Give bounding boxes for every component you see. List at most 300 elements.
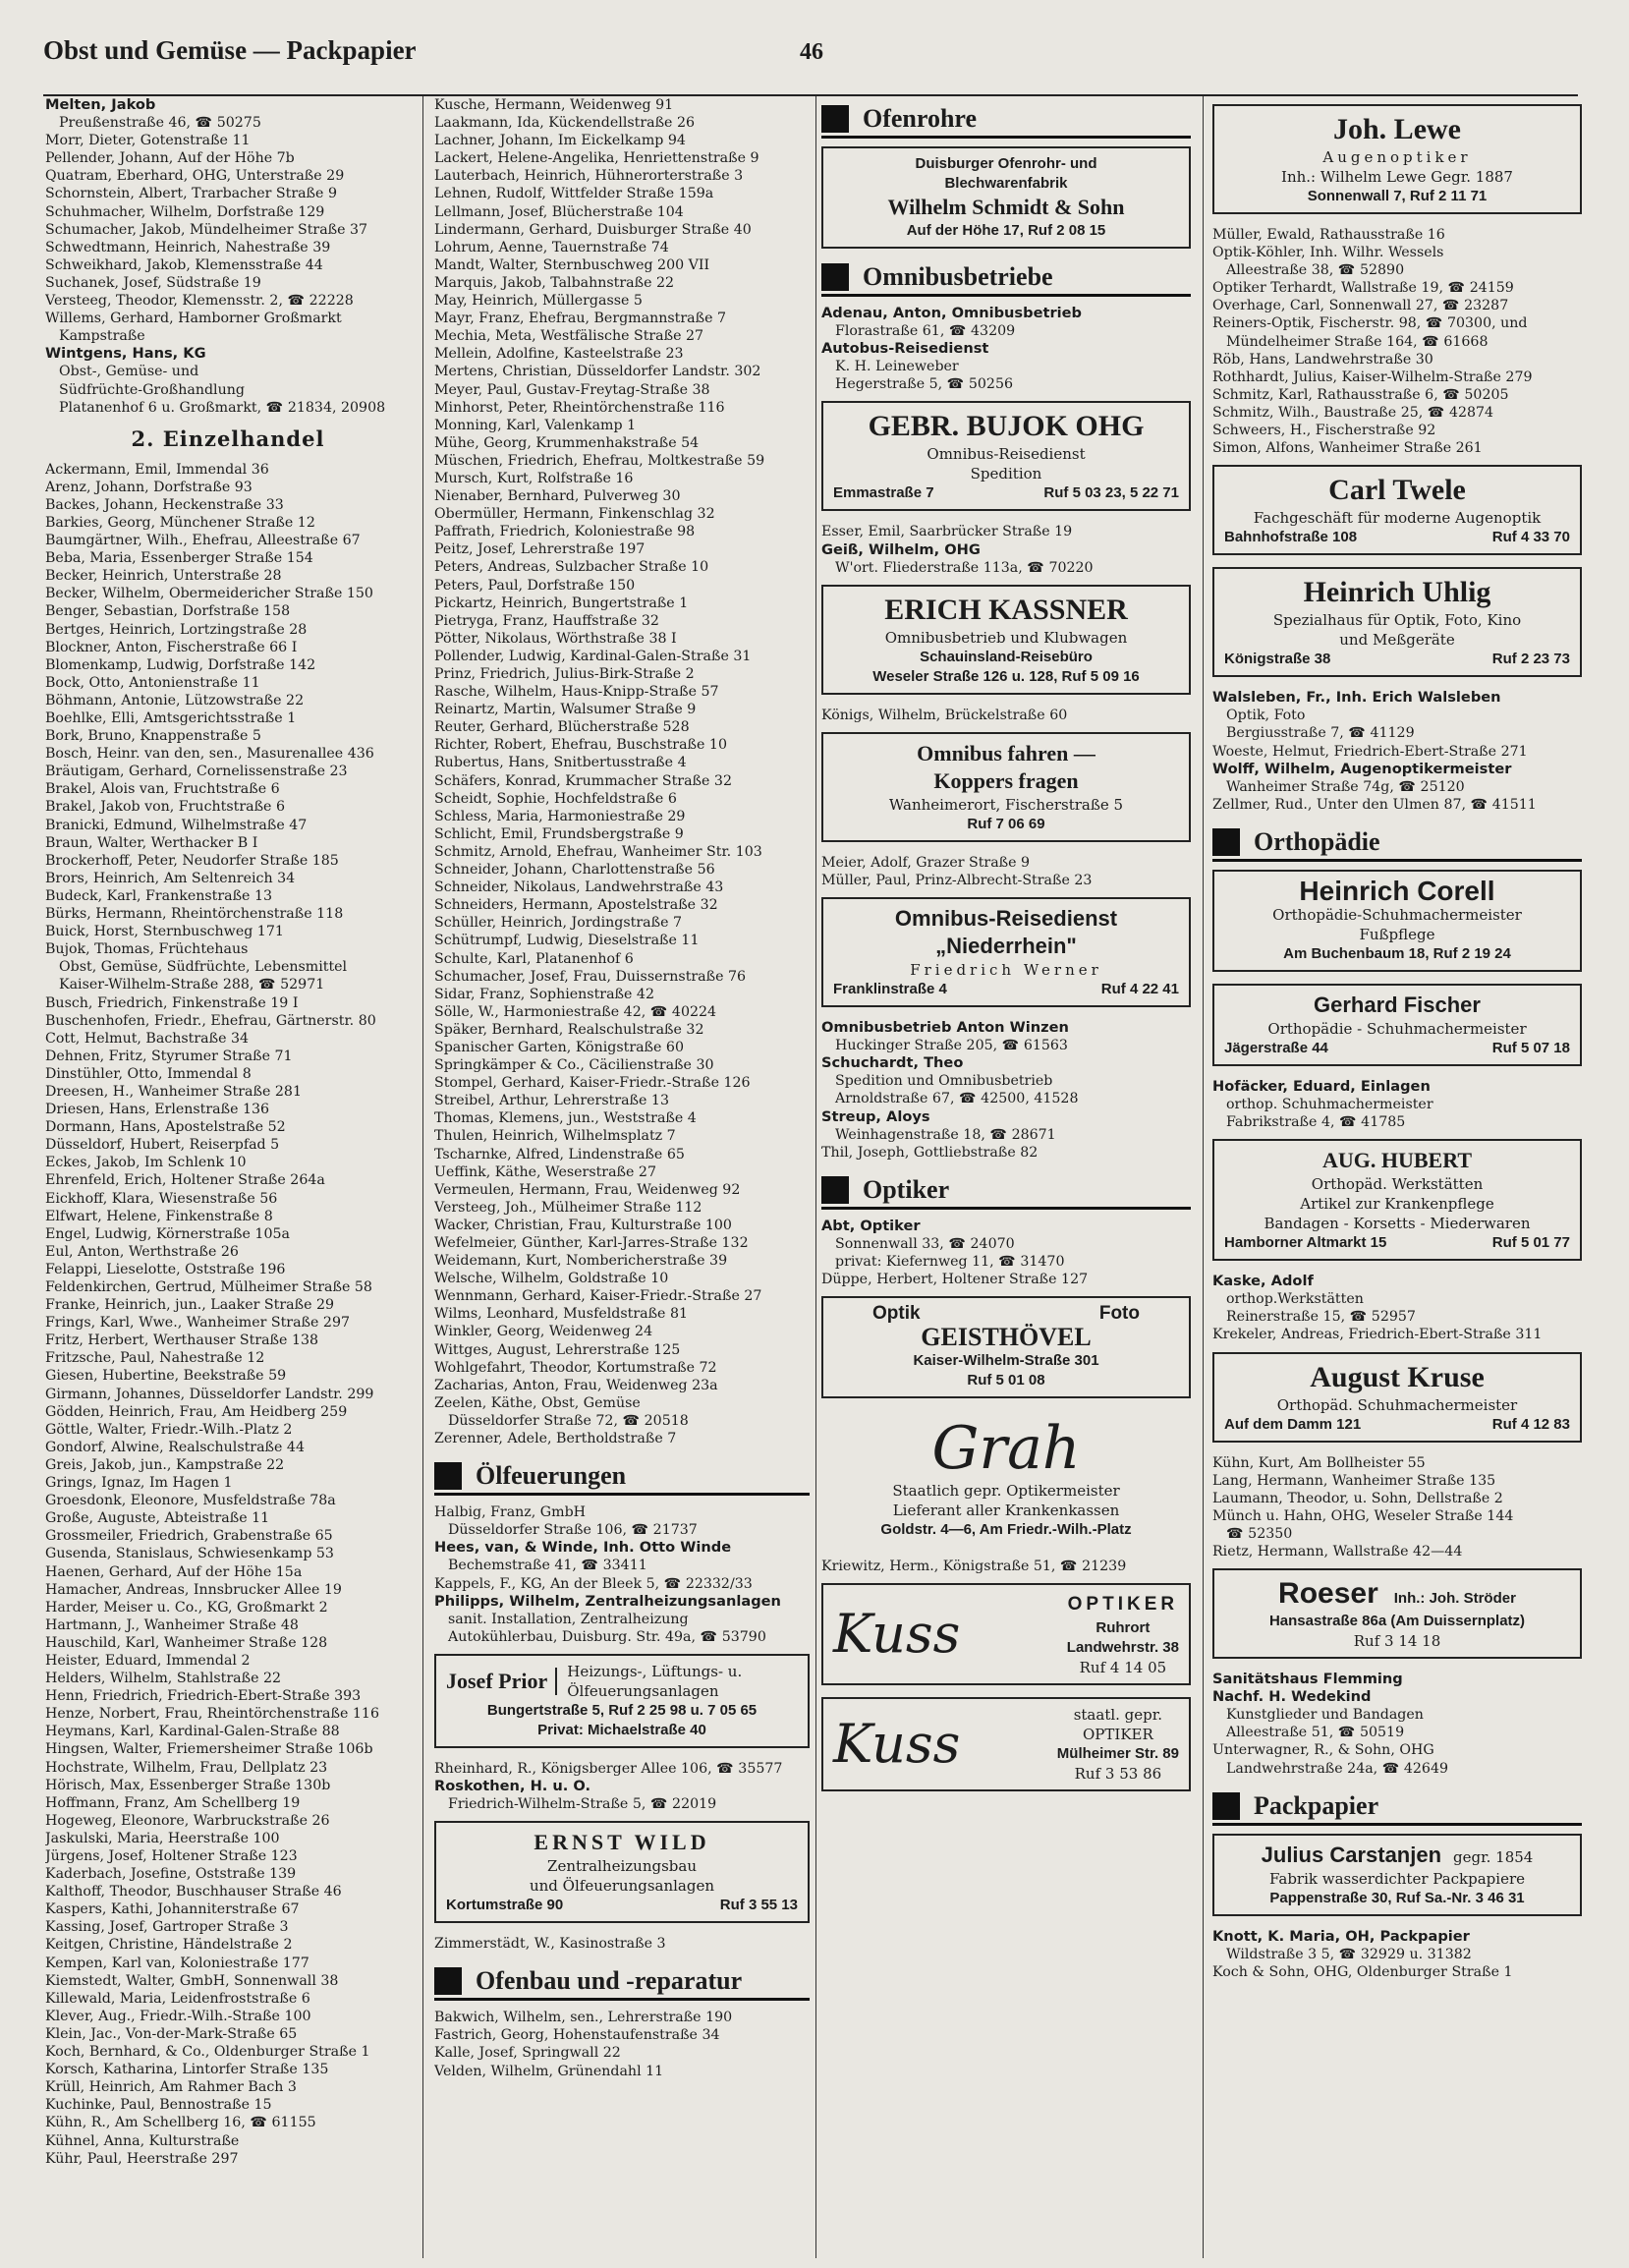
list-item: Schmitz, Wilh., Baustraße 25, ☎ 42874 [1212,404,1494,421]
list-item: Mertens, Christian, Düsseldorfer Landstr. 302 [434,364,761,380]
list-item: Thomas, Klemens, jun., Weststraße 4 [434,1110,697,1127]
list-item: Obermüller, Hermann, Finkenschlag 32 [434,506,715,523]
ad-august-kruse [1212,1352,1582,1443]
list-item: Barkies, Georg, Münchener Straße 12 [45,514,315,531]
list-item: Düppe, Herbert, Holtener Straße 127 [821,1272,1089,1288]
ad-address: Wanheimerort, Fischerstraße 5 [888,795,1124,814]
ad-address: Auf der Höhe 17, Ruf 2 08 15 [906,222,1106,239]
list-item: Fritzsche, Paul, Nahestraße 12 [45,1350,265,1367]
list-item: Kunstglieder und Bandagen [1226,1707,1424,1724]
section-marker [434,1462,462,1490]
section-marker [1212,1792,1240,1820]
ad-address: Hansastraße 86a (Am Duissernplatz) [1268,1613,1526,1630]
page-header [43,28,1596,73]
ad-address: Sonnenwall 7, Ruf 2 11 71 [1307,188,1488,204]
list-item: Becker, Heinrich, Unterstraße 28 [45,568,282,585]
list-item: Hartmann, J., Wanheimer Straße 48 [45,1616,299,1633]
list-item: Gusenda, Stanislaus, Schwiesenkamp 53 [45,1546,334,1562]
ortho-list-3 [1212,1454,1582,1561]
list-item: Hegerstraße 5, ☎ 50256 [835,376,1013,393]
ad-address: Am Buchenbaum 18, Ruf 2 19 24 [1283,944,1511,962]
retail-list-continued [434,96,810,1447]
list-item: Knott, K. Maria, OH, Packpapier [1212,1927,1470,1945]
ad-name: Josef Prior [446,1668,557,1695]
list-item: Meier, Adolf, Grazer Straße 9 [821,854,1031,871]
ad-line: Inh.: Wilhelm Lewe Gegr. 1887 [1281,168,1513,186]
ad-address: Pappenstraße 30, Ruf Sa.-Nr. 3 46 31 [1269,1889,1525,1906]
list-item: Quatram, Eberhard, OHG, Unterstraße 29 [45,168,345,185]
list-item: Roskothen, H. u. O. [434,1777,591,1794]
list-item: Optiker Terhardt, Wallstraße 19, ☎ 24159 [1212,280,1514,297]
ad-phone: Ruf 5 03 23, 5 22 71 [1043,484,1179,502]
list-item: Benger, Sebastian, Dorfstraße 158 [45,603,291,620]
list-item: Mühe, Georg, Krummenhakstraße 54 [434,434,700,451]
list-item: Stompel, Gerhard, Kaiser-Friedr.-Straße 126 [434,1075,751,1092]
list-item: sanit. Installation, Zentralheizung [448,1611,689,1627]
list-item: Böhmann, Antonie, Lützowstraße 22 [45,692,305,709]
ad-name: August Kruse [1310,1360,1485,1393]
list-item: Klever, Aug., Friedr.-Wilh.-Straße 100 [45,2008,311,2024]
list-item: Rietz, Hermann, Wallstraße 42—44 [1212,1544,1463,1559]
ad-ernst-wild [434,1821,810,1923]
grah-logo: Grah [931,1414,1081,1484]
list-item: Bujok, Thomas, Früchtehaus [45,941,249,958]
ad-line: und Meßgeräte [1339,631,1455,650]
list-item: Pickartz, Heinrich, Bungertstraße 1 [434,595,689,611]
list-item: Müller, Paul, Prinz-Albrecht-Straße 23 [821,872,1093,888]
list-item: Schlicht, Emil, Frundsbergstraße 9 [434,825,684,842]
ad-address: Jägerstraße 44 [1224,1039,1328,1056]
list-item: Franke, Heinrich, jun., Laaker Straße 29 [45,1297,335,1314]
ad-address: Bungertstraße 5, Ruf 2 25 98 u. 7 05 65 [486,1701,758,1719]
ad-name: AUG. HUBERT [1321,1148,1473,1173]
ad-line: Orthopäd. Schuhmachermeister [1276,1395,1518,1414]
ad-name: Joh. Lewe [1333,113,1461,145]
ad-phone: Ruf 3 53 86 [1074,1765,1162,1784]
wholesale-list [45,96,411,417]
list-item: Hoffmann, Franz, Am Schellberg 19 [45,1794,301,1811]
list-item: Baumgärtner, Wilh., Ehefrau, Alleestraße 67 [45,533,361,549]
list-item: Schumacher, Josef, Frau, Duissernstraße 76 [434,968,747,985]
list-item: Braun, Walter, Werthacker B I [45,834,258,851]
list-item: Zeelen, Käthe, Obst, Gemüse [434,1394,641,1411]
list-item: Omnibusbetrieb Anton Winzen [821,1019,1069,1037]
list-item: Kaderbach, Josefine, Oststraße 139 [45,1866,297,1883]
list-item: Buschenhofen, Friedr., Ehefrau, Gärtnerstr. 80 [45,1012,376,1029]
page-number: 46 [800,39,823,65]
ad-address: Kaiser-Wilhelm-Straße 301 [913,1352,1099,1370]
ad-name: Heinrich Uhlig [1303,576,1491,609]
section-title: Ölfeuerungen [476,1461,627,1491]
list-item: Vermeulen, Hermann, Frau, Weidenweg 92 [434,1181,741,1198]
list-item: Versteeg, Theodor, Klemensstr. 2, ☎ 22228 [45,293,354,310]
list-item: Scheidt, Sophie, Hochfeldstraße 6 [434,790,677,807]
list-item: Südfrüchte-Großhandlung [59,381,245,398]
list-item: Schweers, H., Fischerstraße 92 [1212,423,1436,439]
list-item: Mursch, Kurt, Rolfstraße 16 [434,470,634,486]
list-item: Eul, Anton, Werthstraße 26 [45,1243,239,1260]
ad-line: Fachgeschäft für moderne Augenoptik [1253,509,1542,528]
section-omnibusbetriebe [821,262,1191,297]
list-item: Giesen, Hubertine, Beekstraße 59 [45,1368,287,1385]
ad-phone: Ruf 4 33 70 [1491,529,1570,546]
ad-koppers [821,732,1191,842]
list-item: Bechemstraße 41, ☎ 33411 [448,1558,647,1574]
list-item: Bergiusstraße 7, ☎ 41129 [1226,725,1415,742]
list-item: Mellein, Adolfine, Kasteelstraße 23 [434,346,684,363]
list-item: Düsseldorf, Hubert, Reiserpfad 5 [45,1137,280,1154]
ad-line: Spedition [970,465,1042,483]
ad-heinrich-uhlig [1212,567,1582,677]
ad-name: Roeser [1278,1577,1378,1611]
ad-line: Schauinsland-Reisebüro [920,648,1093,665]
list-item: ☎ 52350 [1226,1525,1293,1542]
list-item: Spedition und Omnibusbetrieb [835,1073,1053,1090]
list-item: Lindermann, Gerhard, Duisburger Straße 40 [434,221,752,238]
ad-line: Staatlich gepr. Optikermeister [892,1482,1120,1501]
list-item: Hochstrate, Wilhelm, Frau, Dellplatz 23 [45,1759,328,1776]
list-item: Philipps, Wilhelm, Zentralheizungsanlagen [434,1592,781,1610]
oel-list-2 [434,1760,810,1813]
list-item: Fabrikstraße 4, ☎ 41785 [1226,1114,1406,1131]
list-item: Harder, Meiser u. Co., KG, Großmarkt 2 [45,1599,328,1616]
section-oelfeuerungen [434,1461,810,1496]
list-item: Mandt, Walter, Sternbuschweg 200 VII [434,256,710,273]
list-item: Müschen, Friedrich, Ehefrau, Moltkestraße 59 [434,452,765,469]
list-item: Schütrumpf, Ludwig, Dieselstraße 11 [434,933,700,949]
section-packpapier [1212,1791,1582,1826]
ortho-list-2 [1212,1273,1582,1343]
ad-phone: Ruf 4 12 83 [1491,1415,1570,1433]
running-title: Obst und Gemüse — Packpapier [43,35,417,65]
ad-name: GEBR. BUJOK OHG [868,410,1145,443]
ad-phone: Ruf 2 23 73 [1491,651,1570,668]
list-item: Hogeweg, Eleonore, Warbruckstraße 26 [45,1812,330,1829]
ad-name: Koppers fragen [933,767,1079,793]
list-item: Schuchardt, Theo [821,1054,964,1072]
ad-phone: Ruf 5 07 18 [1491,1039,1570,1056]
list-item: Schäfers, Konrad, Krummacher Straße 32 [434,772,732,789]
list-item: Huckinger Straße 205, ☎ 61563 [835,1038,1068,1054]
section-optiker [821,1175,1191,1210]
ad-name: ERNST WILD [534,1830,710,1855]
list-item: Schuhmacher, Wilhelm, Dorfstraße 129 [45,203,325,220]
list-item: Arenz, Johann, Dorfstraße 93 [45,479,253,495]
list-item: Mündelheimer Straße 164, ☎ 61668 [1226,333,1489,350]
list-item: Weidemann, Kurt, Nombericherstraße 39 [434,1253,728,1270]
list-item: Branicki, Edmund, Wilhelmstraße 47 [45,817,308,833]
list-item: Overhage, Carl, Sonnenwall 27, ☎ 23287 [1212,298,1509,314]
list-item: Henze, Norbert, Frau, Rheintörchenstraße 116 [45,1706,379,1723]
ad-address: Königstraße 38 [1224,651,1331,668]
list-item: Monning, Karl, Valenkamp 1 [434,417,637,433]
section-title: Packpapier [1254,1790,1379,1820]
list-item: Heymans, Karl, Kardinal-Galen-Straße 88 [45,1724,340,1740]
list-item: Bork, Bruno, Knappenstraße 5 [45,728,261,745]
list-item: Engel, Ludwig, Körnerstraße 105a [45,1225,290,1242]
list-item: Düsseldorfer Straße 106, ☎ 21737 [448,1522,698,1539]
list-item: Elfwart, Helene, Finkenstraße 8 [45,1208,273,1224]
list-item: Dinstühler, Otto, Immendal 8 [45,1065,252,1082]
ad-phone: Ruf 4 14 05 [1079,1659,1167,1677]
optiker-list-2 [1212,226,1582,457]
list-item: Fastrich, Georg, Hohenstaufenstraße 34 [434,2027,720,2044]
list-item: Brockerhoff, Peter, Neudorfer Straße 185 [45,852,339,869]
list-item: Nachf. H. Wedekind [1212,1688,1372,1706]
list-item: Bertges, Heinrich, Lortzingstraße 28 [45,621,308,638]
ad-kuss-muelheimer [821,1697,1191,1791]
column-4 [1212,96,1582,2258]
ad-address: Landwehrstr. 38 [1066,1639,1179,1657]
ad-line: Bandagen - Korsetts - Miederwaren [1264,1215,1531,1233]
section-marker [1212,828,1240,856]
list-item: Wintgens, Hans, KG [45,345,206,363]
list-item: Reiners-Optik, Fischerstr. 98, ☎ 70300, und [1212,315,1528,332]
list-item: Wacker, Christian, Frau, Kulturstraße 100 [434,1217,732,1233]
list-item: Münch u. Hahn, OHG, Weseler Straße 144 [1212,1507,1514,1524]
list-item: Bock, Otto, Antonienstraße 11 [45,674,260,691]
section-title: Optiker [863,1174,950,1204]
list-item: Keitgen, Christine, Händelstraße 2 [45,1937,293,1954]
list-item: Kühr, Paul, Heerstraße 297 [45,2150,239,2167]
list-item: Tscharnke, Alfred, Lindenstraße 65 [434,1146,685,1162]
list-item: Kaiser-Wilhelm-Straße 288, ☎ 52971 [59,977,325,993]
list-item: Sonnenwall 33, ☎ 24070 [835,1235,1015,1252]
list-item: Kühn, Kurt, Am Bollheister 55 [1212,1454,1426,1471]
ad-name: GEISTHÖVEL [921,1323,1092,1352]
list-item: Schless, Maria, Harmoniestraße 29 [434,808,686,824]
list-item: Marquis, Jakob, Talbahnstraße 22 [434,274,675,291]
ad-line: Spezialhaus für Optik, Foto, Kino [1272,611,1522,630]
list-item: Reuter, Gerhard, Blücherstraße 528 [434,719,690,736]
ad-line: staatl. gepr. [1073,1706,1163,1725]
list-item: Mechia, Meta, Westfälische Straße 27 [434,328,704,345]
subheading-einzelhandel: 2. Einzelhandel [131,425,325,451]
section-marker [434,1967,462,1995]
list-item: Große, Auguste, Abteistraße 11 [45,1510,270,1527]
ad-roeser [1212,1568,1582,1659]
list-item: Minhorst, Peter, Rheintörchenstraße 116 [434,399,725,416]
ad-heinrich-corell [1212,870,1582,972]
list-item: Kusche, Hermann, Weidenweg 91 [434,97,674,113]
column-3 [821,96,1191,2258]
list-item: Sidar, Franz, Sophienstraße 42 [434,986,654,1002]
list-item: Bakwich, Wilhelm, sen., Lehrerstraße 190 [434,2010,733,2026]
ad-line: Zentralheizungsbau [547,1857,697,1876]
ad-line: Duisburger Ofenrohr- und [915,155,1097,172]
retail-list [45,461,411,2168]
list-item: Hees, van, & Winde, Inh. Otto Winde [434,1539,732,1557]
ad-line: Orthopädie-Schuhmachermeister [1272,905,1522,924]
list-item: Wefelmeier, Günther, Karl-Jarres-Straße 132 [434,1235,749,1251]
list-item: Rheinhard, R., Königsberger Allee 106, ☎ 35577 [434,1760,783,1777]
list-item: Halbig, Franz, GmbH [434,1504,587,1521]
list-item: Laakmann, Ida, Kückendellstraße 26 [434,115,696,132]
optiker-list-3 [1212,689,1582,814]
ad-line: Omnibus-Reisedienst [927,445,1086,464]
list-item: Greis, Jakob, jun., Kampstraße 22 [45,1456,285,1473]
list-item: Richter, Robert, Ehefrau, Buschstraße 10 [434,737,727,754]
ad-address: Kortumstraße 90 [446,1897,564,1914]
list-item: Schüller, Heinrich, Jordingstraße 7 [434,915,682,932]
list-item: Lauterbach, Heinrich, Hühnerorterstraße 3 [434,168,744,185]
section-title: Omnibusbetriebe [863,262,1053,291]
list-item: Ueffink, Käthe, Weserstraße 27 [434,1163,656,1180]
ad-line: OPTIKER [1067,1594,1179,1616]
list-item: Zimmerstädt, W., Kasinostraße 3 [434,1936,666,1953]
list-item: Driesen, Hans, Erlenstraße 136 [45,1102,270,1118]
list-item: Arnoldstraße 67, ☎ 42500, 41528 [835,1091,1079,1107]
ad-bujok [821,401,1191,511]
ad-phone: Ruf 7 06 69 [967,815,1045,832]
ad-line: Optik [872,1303,921,1325]
list-item: Späker, Bernhard, Realschulstraße 32 [434,1021,704,1038]
list-item: Meyer, Paul, Gustav-Freytag-Straße 38 [434,381,710,398]
list-item: Dehnen, Fritz, Styrumer Straße 71 [45,1048,293,1064]
list-item: Schweikhard, Jakob, Klemensstraße 44 [45,256,323,273]
list-item: Lellmann, Josef, Blücherstraße 104 [434,203,684,220]
list-item: Backes, Johann, Heckenstraße 33 [45,496,284,513]
ad-kuss-ruhrort [821,1583,1191,1685]
list-item: Wittges, August, Lehrerstraße 125 [434,1341,681,1358]
list-item: Brors, Heinrich, Am Seltenreich 34 [45,870,296,886]
list-item: K. H. Leineweber [835,359,959,375]
ad-name: Heinrich Corell [1299,875,1495,906]
list-item: Versteeg, Joh., Mülheimer Straße 112 [434,1199,702,1216]
list-item: Killewald, Maria, Leidenfroststraße 6 [45,1990,310,2007]
list-item: Grossmeiler, Friedrich, Grabenstraße 65 [45,1528,333,1545]
list-item: Korsch, Katharina, Lintorfer Straße 135 [45,2062,329,2078]
list-item: Sölle, W., Harmoniestraße 42, ☎ 40224 [434,1003,717,1020]
list-item: Brakel, Jakob von, Fruchtstraße 6 [45,799,285,816]
ad-address: Franklinstraße 4 [833,981,947,998]
list-item: Hingsen, Walter, Friemersheimer Straße 106b [45,1741,373,1758]
list-item: Walsleben, Fr., Inh. Erich Walsleben [1212,689,1501,707]
ad-address: Bahnhofstraße 108 [1224,529,1358,546]
section-marker [821,105,849,133]
list-item: Weinhagenstraße 18, ☎ 28671 [835,1126,1056,1143]
list-item: Laumann, Theodor, u. Sohn, Dellstraße 2 [1212,1490,1503,1506]
list-item: Esser, Emil, Saarbrücker Straße 19 [821,524,1073,540]
ad-phone: Ruf 3 14 18 [1353,1632,1441,1651]
list-item: Prinz, Friedrich, Julius-Birk-Straße 2 [434,666,695,682]
list-item: Mayr, Franz, Ehefrau, Bergmannstraße 7 [434,311,727,327]
list-item: Pietryga, Franz, Hauffstraße 32 [434,612,659,629]
section-marker [821,263,849,291]
list-item: Wolff, Wilhelm, Augenoptikermeister [1212,760,1512,777]
column-divider [815,96,816,2258]
list-item: Jaskulski, Maria, Heerstraße 100 [45,1830,280,1846]
list-item: Schneider, Nikolaus, Landwehrstraße 43 [434,879,724,896]
list-item: Krekeler, Andreas, Friedrich-Ebert-Straße 311 [1212,1327,1543,1343]
list-item: Düsseldorfer Straße 72, ☎ 20518 [448,1412,689,1429]
list-item: Feldenkirchen, Gertrud, Mülheimer Straße 58 [45,1279,372,1295]
ad-line: Orthopädie - Schuhmachermeister [1267,1019,1527,1038]
list-item: Kalthoff, Theodor, Buschhauser Straße 46 [45,1884,342,1900]
list-item: Kühn, R., Am Schellberg 16, ☎ 61155 [45,2115,316,2131]
list-item: Dreesen, H., Wanheimer Straße 281 [45,1083,302,1100]
list-item: Kühnel, Anna, Kulturstraße [45,2132,240,2149]
ad-line: Ruhrort [1095,1619,1151,1637]
ad-line: Foto [1098,1303,1140,1325]
oel-list [434,1503,810,1646]
list-item: Optik, Foto [1226,708,1306,724]
list-item: Nienaber, Bernhard, Pulverweg 30 [434,488,681,505]
omni-list-3 [821,854,1191,889]
list-item: Ackermann, Emil, Immendal 36 [45,461,269,478]
list-item: Haenen, Gerhard, Auf der Höhe 15a [45,1563,303,1580]
list-item: Platanenhof 6 u. Großmarkt, ☎ 21834, 20908 [59,399,386,416]
list-item: Kappels, F., KG, An der Bleek 5, ☎ 22332/33 [434,1575,753,1592]
list-item: Paffrath, Friedrich, Koloniestraße 98 [434,524,696,540]
list-item: Buick, Horst, Sternbuschweg 171 [45,924,284,940]
list-item: Schulte, Karl, Platanenhof 6 [434,950,634,967]
list-item: Melten, Jakob [45,96,156,113]
ad-phone: Ruf 4 22 41 [1100,981,1179,998]
ad-line: Fußpflege [1359,925,1435,943]
list-item: Beba, Maria, Essenberger Straße 154 [45,550,313,567]
ad-julius-carstanjen [1212,1834,1582,1916]
list-item: Zerenner, Adele, Bertholdstraße 7 [434,1431,677,1447]
ad-phone: Ruf 5 01 77 [1491,1234,1570,1252]
ortho-list [1212,1078,1582,1131]
list-item: Königs, Wilhelm, Brückelstraße 60 [821,707,1068,723]
ad-line: Omnibusbetrieb und Klubwagen [884,628,1128,647]
ad-line: Blechwarenfabrik [944,175,1068,192]
list-item: Wennmann, Gerhard, Kaiser-Friedr.-Straße 27 [434,1288,762,1305]
list-item: Lohrum, Aenne, Tauernstraße 74 [434,239,669,255]
ad-line: OPTIKER [1083,1726,1153,1744]
ad-line: Artikel zur Krankenpflege [1300,1195,1494,1214]
section-ofenrohre [821,104,1191,139]
ad-geisthoevel [821,1296,1191,1398]
list-item: Girmann, Johannes, Düsseldorfer Landstr. 299 [45,1386,374,1402]
list-item: Bürks, Hermann, Rheintörchenstraße 118 [45,906,344,923]
list-item: Kaspers, Kathi, Johanniterstraße 67 [45,1901,300,1918]
ad-carl-twele [1212,465,1582,555]
list-item: Morr, Dieter, Gotenstraße 11 [45,133,251,149]
ad-name: Omnibus-Reisedienst [894,906,1118,932]
ad-name: Carl Twele [1328,474,1466,507]
omni-list-2 [821,523,1191,576]
ad-private: Privat: Michaelstraße 40 [537,1721,706,1738]
ad-line: Heizungs-, Lüftungs- u. [567,1662,743,1680]
list-item: Krüll, Heinrich, Am Rahmer Bach 3 [45,2079,297,2096]
list-item: Helders, Wilhelm, Stahlstraße 22 [45,1671,282,1687]
list-item: Zacharias, Anton, Frau, Weidenweg 23a [434,1377,718,1393]
list-item: Wanheimer Straße 74g, ☎ 25120 [1226,778,1465,795]
list-item: Kriewitz, Herm., Königstraße 51, ☎ 21239 [821,1559,1127,1575]
ad-line: Augenoptiker [1322,148,1472,166]
list-item: Bosch, Heinr. van den, sen., Masurenallee 436 [45,746,374,763]
list-item: Schornstein, Albert, Trarbacher Straße 9 [45,186,337,202]
list-item: Schumacher, Jakob, Mündelheimer Straße 37 [45,221,368,238]
ad-line: Ölfeuerungsanlagen [567,1681,719,1700]
list-item: Jürgens, Josef, Holtener Straße 123 [45,1848,298,1864]
list-item: privat: Kiefernweg 11, ☎ 31470 [835,1253,1065,1270]
list-item: Preußenstraße 46, ☎ 50275 [59,115,261,132]
ad-name: Omnibus fahren — [917,740,1095,765]
kuss-logo: Kuss [833,1603,961,1666]
list-item: Adenau, Anton, Omnibusbetrieb [821,305,1082,321]
omni-list [821,305,1191,393]
list-item: Hauschild, Karl, Wanheimer Straße 128 [45,1634,328,1651]
ad-address: Emmastraße 7 [833,484,934,502]
list-item: Alleestraße 38, ☎ 52890 [1226,262,1405,279]
list-item: Schwedtmann, Heinrich, Nahestraße 39 [45,239,331,255]
list-item: Henn, Friedrich, Friedrich-Ebert-Straße 393 [45,1688,362,1705]
list-item: Woeste, Helmut, Friedrich-Ebert-Straße 271 [1212,743,1528,760]
